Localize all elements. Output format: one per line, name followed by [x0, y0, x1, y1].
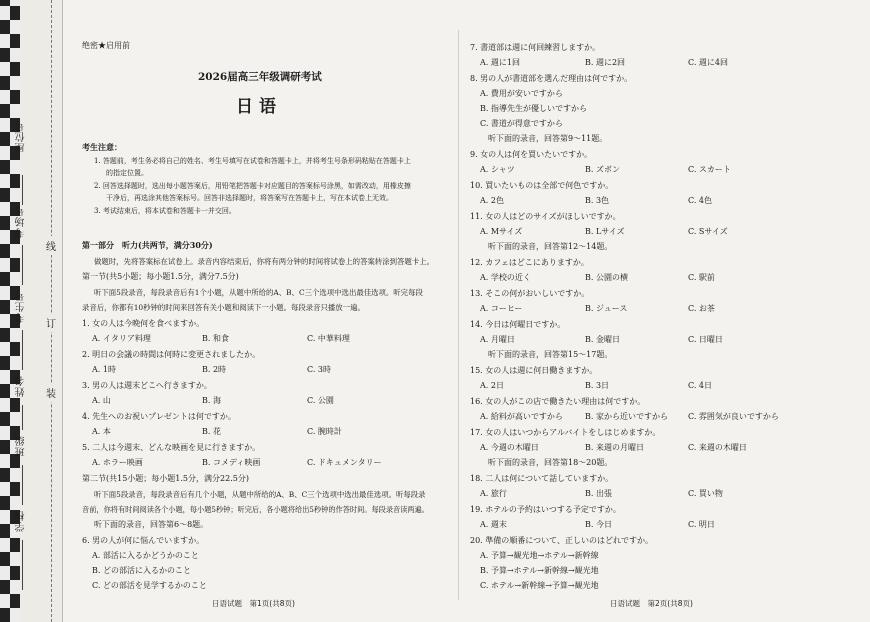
- question-17: 17. 女の人はいつからアルバイトをしはじめますか。: [470, 428, 661, 437]
- option-a: A. 月曜日: [480, 335, 515, 344]
- option-a: A. 給料が高いですから: [480, 412, 563, 421]
- question-3: 3. 男の人は週末どこへ行きますか。: [82, 381, 212, 390]
- part1-desc: 做题时，先将答案标在试卷上。录音内容结束后，你将有两分钟的时间将试卷上的答案转涂到答题卡上。: [94, 257, 434, 266]
- instruction-12-14: 听下面的录音，回答第12～14题。: [488, 242, 613, 251]
- option-b: B. 来週の月曜日: [585, 443, 644, 452]
- option-c: C. 駅前: [688, 273, 715, 282]
- exam-room-label: 考场号: [16, 205, 27, 238]
- option-c: C. 3時: [307, 365, 332, 374]
- question-1: 1. 女の人は今晩何を食べますか。: [82, 319, 205, 328]
- option-b: B. コメディ映画: [202, 458, 261, 467]
- notice-line: 干净后，再选涂其他答案标号。回答非选择题时，将答案写在答题卡上，写在本试卷上无效。: [106, 194, 393, 202]
- option-b: B. 花: [202, 427, 221, 436]
- option-b: B. 指導先生が優しいですから: [480, 104, 587, 113]
- notice-line: 3. 考试结束后，将本试卷和答题卡一并交回。: [94, 207, 236, 215]
- option-a: A. 費用が安いですから: [480, 89, 563, 98]
- bind-char-line: 线: [46, 236, 56, 255]
- question-12: 12. カフェはどこにありますか。: [470, 258, 589, 267]
- question-14: 14. 今日は何曜日ですか。: [470, 320, 566, 329]
- option-c: C. Sサイズ: [688, 227, 728, 236]
- question-10: 10. 買いたいものは全部で何色ですか。: [470, 181, 614, 190]
- part1-heading: 第一部分 听力(共两节，满分30分): [82, 240, 213, 250]
- question-19: 19. ホテルの予約はいつする予定ですか。: [470, 505, 621, 514]
- option-a: A. 山: [92, 396, 111, 405]
- option-a: A. 部活に入るかどうかのこと: [92, 551, 199, 560]
- notice-heading: 考生注意：: [82, 142, 122, 152]
- option-a: A. Mサイズ: [480, 227, 523, 236]
- notice-line: 的指定位置。: [106, 169, 148, 177]
- column-divider: [458, 30, 459, 600]
- option-b: B. 出張: [585, 489, 612, 498]
- option-a: A. 2日: [480, 381, 504, 390]
- option-c: C. 公園: [307, 396, 334, 405]
- section1-heading: 第一节(共5小题；每小题1.5分，满分7.5分): [82, 272, 239, 281]
- section1-desc: 听下面5段录音，每段录音后有1个小题，从题中所给的A、B、C三个选项中选出最佳选项。听完每段: [94, 288, 423, 297]
- option-c: C. 明日: [688, 520, 715, 529]
- question-6: 6. 男の人が何に悩んでいますか。: [82, 536, 205, 545]
- option-c: C. 4日: [688, 381, 713, 390]
- instruction-15-17: 听下面的录音，回答第15～17题。: [488, 350, 613, 359]
- section2-heading: 第二节(共15小题；每小题1.5分，满分22.5分): [82, 474, 249, 483]
- instruction-9-11: 听下面的录音，回答第9～11题。: [488, 134, 608, 143]
- bind-char-staple: 订: [46, 313, 56, 332]
- school-label: 学校: [16, 510, 27, 532]
- question-18: 18. 二人は何について話していますか。: [470, 474, 614, 483]
- question-13: 13. そこの何がおいしいですか。: [470, 289, 590, 298]
- question-7: 7. 書道部は週に何回練習しますか。: [470, 43, 601, 52]
- instruction-6-8: 听下面的录音，回答第6～8题。: [94, 520, 209, 529]
- question-2: 2. 明日の会議の時間は何時に変更されましたか。: [82, 350, 261, 359]
- cut-line: [51, 0, 52, 622]
- option-b: B. ジュース: [585, 304, 628, 313]
- option-b: B. 今日: [585, 520, 612, 529]
- option-b: B. 週に2回: [585, 58, 626, 67]
- option-b: B. 3日: [585, 381, 610, 390]
- option-c: C. ドキュメンタリー: [307, 458, 382, 467]
- seat-number-label: 座位号: [16, 120, 27, 153]
- option-c: C. 雰囲気が良いですから: [688, 412, 779, 421]
- option-a: A. 1時: [92, 365, 116, 374]
- fill-line: [22, 465, 23, 505]
- option-a: A. イタリア料理: [92, 334, 151, 343]
- right-page: [470, 0, 840, 622]
- option-a: A. 本: [92, 427, 111, 436]
- option-c: C. スカート: [688, 165, 731, 174]
- option-c: C. ホテル→新幹線→予算→観光地: [480, 581, 599, 590]
- question-11: 11. 女の人はどのサイズがほしいですか。: [470, 212, 621, 221]
- option-b: B. どの部活に入るかのこと: [92, 566, 191, 575]
- notice-line: 2. 回答选择题时，选出每小题答案后，用铅笔把答题卡对应题目的答案标号涂黑，如需改动，用橡皮擦: [94, 182, 411, 190]
- option-c: C. お茶: [688, 304, 715, 313]
- subject-title: 日语: [236, 97, 282, 117]
- instruction-18-20: 听下面的录音，回答第18～20题。: [488, 458, 613, 467]
- option-a: A. 2色: [480, 196, 504, 205]
- option-c: C. 来週の木曜日: [688, 443, 747, 452]
- option-a: A. 週末: [480, 520, 507, 529]
- option-a: A. コーヒー: [480, 304, 523, 313]
- option-b: B. Lサイズ: [585, 227, 625, 236]
- question-16: 16. 女の人がこの店で働きたい理由は何ですか。: [470, 397, 646, 406]
- section2-desc: 听下面5段录音，每段录音后有几个小题，从题中所给的A、B、C三个选项中选出最佳选项。听每段录: [94, 490, 426, 499]
- checker-pattern: [0, 0, 10, 622]
- option-c: C. どの部活を見学するかのこと: [92, 581, 207, 590]
- option-b: B. 和食: [202, 334, 229, 343]
- option-b: B. 3色: [585, 196, 610, 205]
- exam-title: 2026届高三年级调研考试: [198, 71, 322, 83]
- question-4: 4. 先生へのお祝いプレゼントは何ですか。: [82, 412, 236, 421]
- class-label: 班级: [16, 435, 27, 457]
- option-c: C. 日曜日: [688, 335, 723, 344]
- question-5: 5. 二人は今週末、どんな映画を見に行きますか。: [82, 443, 261, 452]
- option-c: C. 週に4回: [688, 58, 729, 67]
- question-8: 8. 男の人が書道部を選んだ理由は何ですか。: [470, 74, 633, 83]
- option-c: C. 4色: [688, 196, 713, 205]
- binding-strip: [0, 0, 63, 622]
- option-b: B. 金曜日: [585, 335, 620, 344]
- option-c: C. 買い物: [688, 489, 723, 498]
- fill-line: [22, 245, 23, 285]
- question-15: 15. 女の人は週に何日働きますか。: [470, 366, 598, 375]
- page-footer: 日语试题 第1页(共8页): [212, 599, 295, 608]
- option-a: A. 今週の木曜日: [480, 443, 539, 452]
- fill-line: [22, 175, 23, 205]
- section1-desc: 录音后，你都有10秒钟的时间来回答有关小题和阅读下一小题。每段录音只播放一遍。: [82, 303, 365, 312]
- option-c: C. 腕時計: [307, 427, 342, 436]
- option-a: A. ホラー映画: [92, 458, 143, 467]
- option-b: B. 2時: [202, 365, 227, 374]
- question-9: 9. 女の人は何を買いたいですか。: [470, 150, 593, 159]
- option-a: A. 学校の近く: [480, 273, 531, 282]
- fill-line: [22, 540, 23, 590]
- fill-line: [22, 330, 23, 370]
- option-a: A. シャツ: [480, 165, 515, 174]
- name-label: 姓名: [16, 375, 27, 397]
- option-b: B. 予算→ホテル→新幹線→観光地: [480, 566, 599, 575]
- fill-line: [22, 405, 23, 430]
- notice-line: 1. 答题前，考生务必将自己的姓名、考生号填写在试卷和答题卡上，并将考生号条形码粘贴在答题卡上: [94, 157, 411, 165]
- left-page: [82, 0, 450, 622]
- option-c: C. 書道が得意ですから: [480, 119, 563, 128]
- option-c: C. 中華料理: [307, 334, 350, 343]
- page-footer: 日语试题 第2页(共8页): [610, 599, 693, 608]
- option-a: A. 予算→観光地→ホテル→新幹線: [480, 551, 599, 560]
- candidate-number-label: 考生号: [16, 290, 27, 323]
- question-20: 20. 準備の順番について、正しいのはどれですか。: [470, 536, 653, 545]
- option-b: B. 公園の横: [585, 273, 628, 282]
- confidential-mark: 绝密★启用前: [82, 41, 130, 50]
- option-a: A. 旅行: [480, 489, 507, 498]
- bind-char-bind: 装: [46, 383, 56, 402]
- option-a: A. 週に1回: [480, 58, 520, 67]
- option-b: B. ズボン: [585, 165, 620, 174]
- section2-desc: 音前，你将有时间阅读各个小题，每小题5秒钟；听完后，各小题将给出5秒钟的作答时间。每段录音读两遍。: [82, 505, 429, 514]
- option-b: B. 海: [202, 396, 221, 405]
- option-b: B. 家から近いですから: [585, 412, 668, 421]
